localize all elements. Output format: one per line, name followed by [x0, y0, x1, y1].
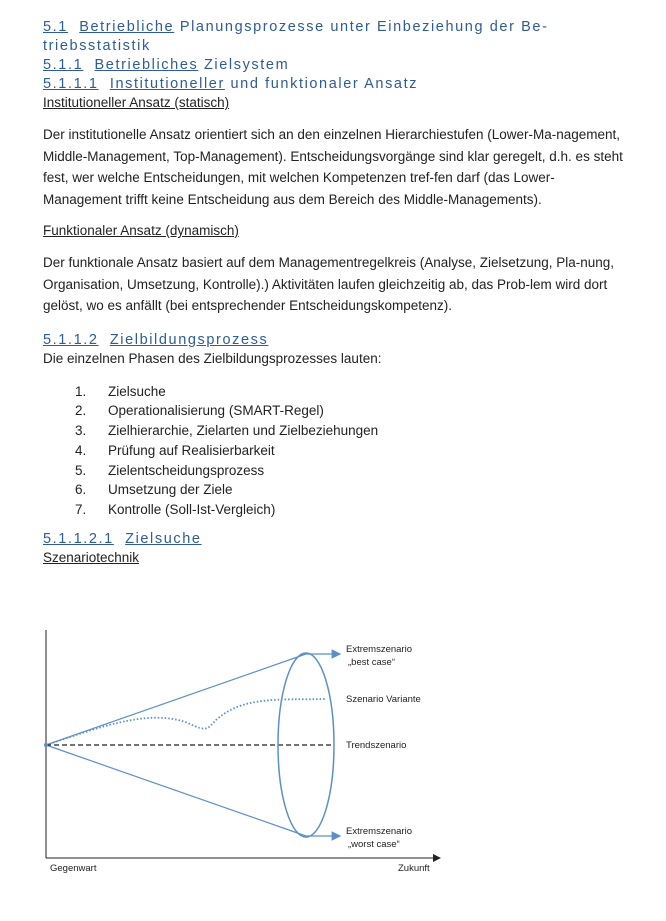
document-page: [43, 18, 633, 567]
label-variant: Szenario Variante: [346, 694, 421, 705]
label-worst-case-2: „worst case“: [348, 839, 400, 850]
subheading-institutional: Institutioneller Ansatz (statisch): [43, 95, 230, 110]
origin-point: [44, 743, 48, 747]
list-item: 7. Kontrolle (Soll-Ist-Vergleich): [75, 502, 276, 518]
heading-5-1: 5.1 Betriebliche Planungsprozesse unter Einbeziehung der Be-triebsstatistik: [43, 19, 549, 54]
heading-5-1-1-1: 5.1.1.1 Institutioneller und funktionaler Ansatz: [43, 76, 419, 92]
axis-label-gegenwart: Gegenwart: [50, 863, 97, 874]
best-case-line: [46, 654, 306, 745]
list-item: 4. Prüfung auf Realisierbarkeit: [75, 442, 275, 458]
scenario-funnel-diagram: [38, 628, 458, 878]
paragraph-functional: Der funktionale Ansatz basiert auf dem Managementregelkreis (Analyse, Zielsetzung, Pla-nung, Organisation, Umsetzung, Kontrolle).) Aktivitäten laufen gleichzeitig ab, das Prob-lem wird dort gelöst, wo es anfällt (bei entsprechender Entscheidungskompetenz).: [43, 255, 615, 313]
list-item: 3. Zielhierarchie, Zielarten und Zielbeziehungen: [75, 423, 379, 439]
phases-list: [43, 382, 633, 521]
variant-curve: [46, 699, 326, 745]
axis-label-zukunft: Zukunft: [398, 863, 430, 874]
label-best-case-1: Extremszenario: [346, 644, 412, 655]
label-best-case-2: „best case“: [348, 657, 395, 668]
list-item: 1. Zielsuche: [75, 383, 166, 399]
worst-case-line: [46, 745, 306, 836]
label-trend: Trendszenario: [346, 740, 407, 751]
list-item: 5. Zielentscheidungsprozess: [75, 462, 265, 478]
list-item: 6. Umsetzung der Ziele: [75, 482, 233, 498]
paragraph-institutional: Der institutionelle Ansatz orientiert sich an den einzelnen Hierarchiestufen (Lower-Ma-nagement, Middle-Management, Top-Management). Entscheidungsvorgänge sind klar geregelt, d.h. es steht fest, wer welche Entscheidungen, mit welchen Kompetenzen tref-fen darf (das Lower-Management trifft keine Entscheidung aus dem Bereich des Middle-Managements).: [43, 127, 623, 207]
phases-intro: Die einzelnen Phasen des Zielbildungsprozesses lauten:: [43, 350, 382, 366]
heading-5-1-1: 5.1.1 Betriebliches Zielsystem: [43, 57, 290, 73]
list-item: 2. Operationalisierung (SMART-Regel): [75, 403, 324, 419]
heading-5-1-1-2-1: 5.1.1.2.1 Zielsuche: [43, 531, 202, 548]
subheading-functional: Funktionaler Ansatz (dynamisch): [43, 223, 239, 238]
label-worst-case-1: Extremszenario: [346, 826, 412, 837]
subheading-szenariotechnik: Szenariotechnik: [43, 550, 140, 566]
heading-5-1-1-2: 5.1.1.2 Zielbildungsprozess: [43, 331, 269, 348]
